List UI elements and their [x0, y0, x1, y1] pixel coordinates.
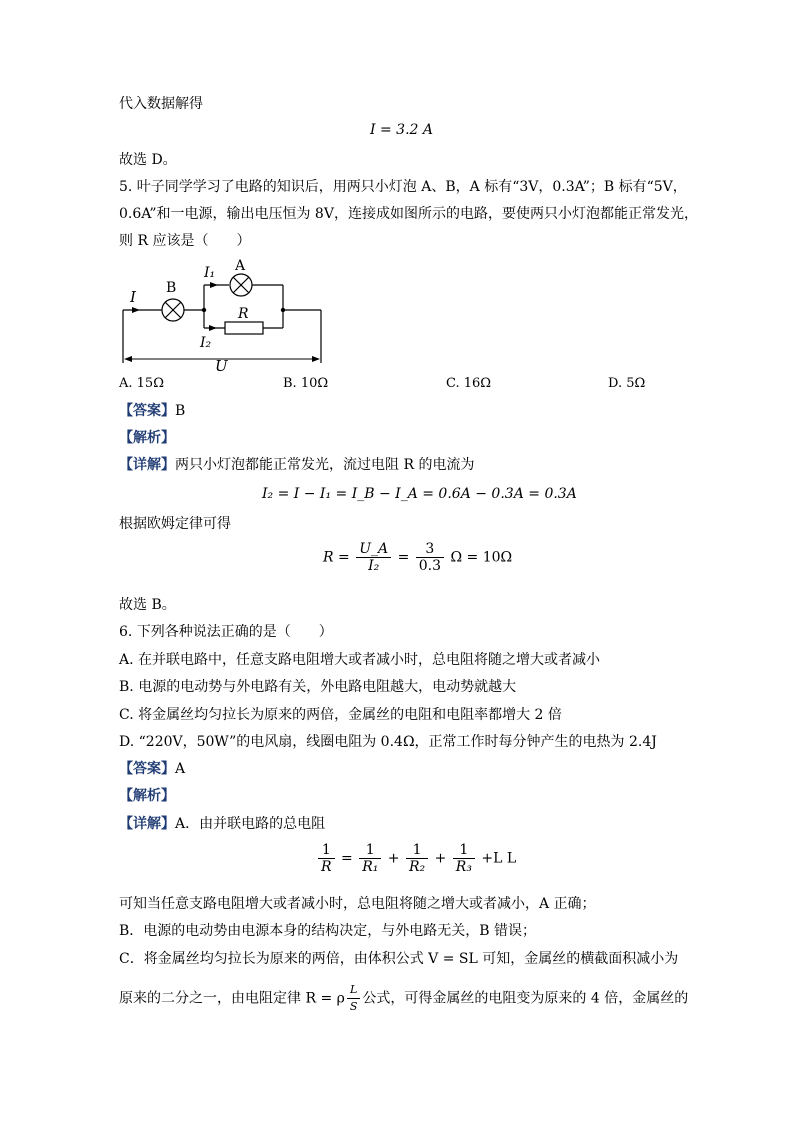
analysis-mark: 【解析】 — [119, 788, 175, 804]
question-6-option-b: B. 电源的电动势与外电路有关，外电路电阻越大，电动势就越大 — [119, 679, 517, 695]
label-R: R — [238, 306, 249, 322]
text-line: 可知当任意支路电阻增大或者减小时，总电阻将随之增大或者减小，A 正确； — [119, 896, 596, 912]
detail-mark: 【详解】 — [119, 457, 175, 473]
current-arrow-icon — [209, 325, 217, 331]
fraction — [318, 842, 335, 875]
text-line: 故选 D。 — [119, 152, 177, 168]
equation-parallel-resistance: $\frac{1}{R}$ = $\frac{1}{\text{R₁}}$ + $\frac{1}{\text{R₂}}$ + $\frac{1}{\text{R₃}}$ +L L — [316, 842, 516, 875]
label-U: U — [215, 357, 228, 375]
numerator: 3 — [416, 541, 444, 558]
numerator: 1 — [453, 842, 475, 859]
denominator: R₃ — [455, 859, 472, 875]
question-5-line-1: 5. 叶子同学学习了电路的知识后，用两只小灯泡 A、B，A 标有“3V，0.3A”；B 标有“5V， — [119, 179, 687, 195]
answer-mark: 【答案】 — [119, 403, 175, 419]
denominator: R₁ — [362, 859, 379, 875]
question-6-option-a: A. 在并联电路中，任意支路电阻增大或者减小时，总电阻将随之增大或者减小 — [119, 652, 601, 668]
denominator: S — [349, 1000, 358, 1013]
option-b: B. 10Ω — [283, 376, 329, 391]
numerator: 1 — [318, 842, 335, 859]
text-line: 代入数据解得 — [119, 96, 203, 112]
fraction — [347, 982, 361, 1015]
voltage-arrow-left-icon — [124, 356, 132, 362]
text-segment: 原来的二分之一，由电阻定律 R = ρ — [119, 990, 345, 1007]
option-d: D. 5Ω — [608, 376, 646, 391]
text-line: B．电源的电动势由电源本身的结构决定，与外电路无关，B 错误； — [119, 923, 537, 939]
current-arrow-icon — [210, 282, 218, 288]
option-c: C. 16Ω — [446, 376, 492, 391]
equation-current: I = 3.2 A — [370, 122, 433, 138]
text-line — [119, 982, 688, 1015]
numerator: 1 — [359, 842, 381, 859]
voltage-arrow-right-icon — [312, 356, 320, 362]
label-A: A — [235, 258, 246, 274]
answer-value: B — [175, 403, 186, 419]
denominator: R — [321, 859, 332, 875]
numerator: U_A — [356, 541, 391, 558]
question-6-option-c: C. 将金属丝均匀拉长为原来的两倍，金属丝的电阻和电阻率都增大 2 倍 — [119, 707, 562, 723]
detail-text: A．由并联电路的总电阻 — [175, 816, 326, 832]
eq-tail: +L L — [481, 850, 517, 867]
circuit-diagram — [112, 250, 332, 375]
eq-mid: = — [397, 549, 410, 566]
detail-text: 两只小灯泡都能正常发光，流过电阻 R 的电流为 — [175, 457, 475, 473]
current-arrow-icon — [132, 307, 140, 313]
denominator: I₂ — [368, 558, 380, 574]
denominator: R₂ — [408, 859, 426, 875]
eq-left: R = — [323, 549, 350, 566]
fraction — [406, 842, 428, 875]
detail-line — [119, 455, 474, 475]
text-line: 根据欧姆定律可得 — [119, 516, 231, 532]
text-line: C．将金属丝均匀拉长为原来的两倍，由体积公式 V = SL 可知，金属丝的横截面积减小为 — [119, 951, 679, 967]
analysis-line — [119, 428, 175, 448]
denominator: 0.3 — [418, 558, 442, 574]
equation-branch-current: I₂ = I − I₁ = I_B − I_A = 0.6A − 0.3A = 0.3A — [262, 486, 577, 502]
eq-right: Ω = 10Ω — [450, 549, 513, 566]
fraction — [453, 842, 475, 875]
answer-line — [119, 759, 185, 779]
analysis-line — [119, 786, 175, 806]
fraction — [356, 541, 391, 574]
text-line: 故选 B。 — [119, 597, 176, 613]
answer-line — [119, 401, 185, 421]
answer-mark: 【答案】 — [119, 761, 175, 777]
option-a: A. 15Ω — [119, 376, 164, 391]
detail-line — [119, 814, 325, 834]
question-6-title: 6. 下列各种说法正确的是（ ） — [119, 624, 333, 640]
resistor-icon — [225, 322, 263, 334]
numerator: L — [347, 982, 361, 999]
question-6-option-d: D. “220V，50W”的电风扇，线圈电阻为 0.4Ω，正常工作时每分钟产生的电热为 2.4J — [119, 734, 657, 750]
analysis-mark: 【解析】 — [119, 430, 175, 446]
text-segment: 公式，可得金属丝的电阻变为原来的 4 倍，金属丝的 — [362, 990, 689, 1007]
detail-mark: 【详解】 — [119, 816, 175, 832]
label-I2: I₂ — [200, 335, 212, 351]
label-I1: I₁ — [204, 265, 216, 281]
label-B: B — [166, 280, 177, 296]
answer-value: A — [175, 761, 186, 777]
label-I: I — [130, 288, 136, 306]
equation-ohm — [323, 541, 512, 574]
question-5-line-2: 0.6A”和一电源，输出电压恒为 8V，连接成如图所示的电路，要使两只小灯泡都能正常发光， — [119, 206, 698, 222]
question-5-line-3: 则 R 应该是（ ） — [119, 233, 251, 249]
fraction — [359, 842, 381, 875]
fraction — [416, 541, 444, 574]
numerator: 1 — [406, 842, 428, 859]
